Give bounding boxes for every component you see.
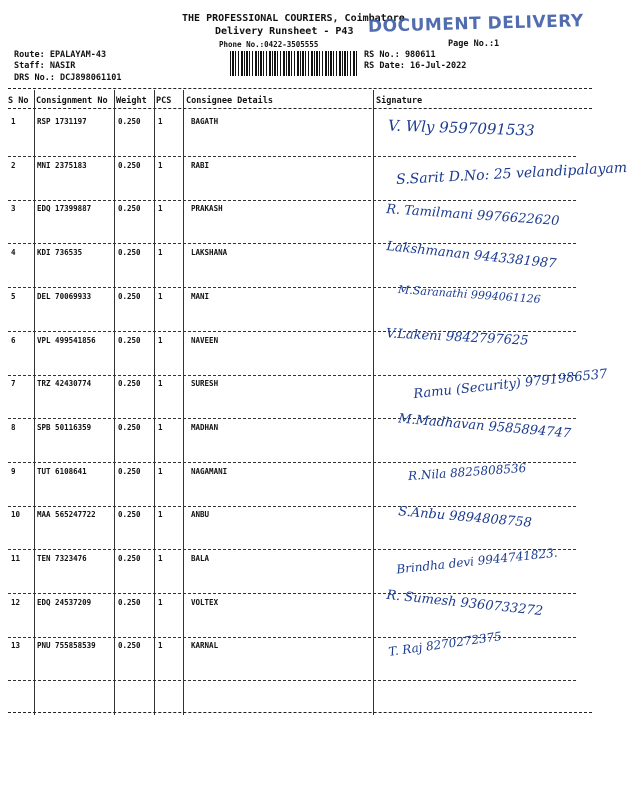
- row-weight: 0.250: [118, 379, 141, 389]
- route: Route: EPALAYAM-43: [14, 50, 107, 60]
- row-signature: Brindha devi 9944741823.: [395, 545, 559, 577]
- row-sno: 1: [11, 117, 16, 126]
- row-separator: [8, 375, 576, 376]
- row-signature: Lakshmanan 9443381987: [385, 239, 558, 272]
- rs-date: RS Date: 16-Jul-2022: [364, 61, 467, 71]
- row-consignee: SURESH: [191, 379, 219, 389]
- row-pcs: 1: [158, 510, 163, 520]
- row-consignee: NAVEEN: [191, 335, 219, 345]
- row-weight: 0.250: [118, 597, 141, 607]
- row-consignee: PRAKASH: [191, 204, 223, 214]
- row-weight: 0.250: [118, 204, 141, 214]
- row-separator: [8, 549, 576, 550]
- row-consignment-no: TUT 6108641: [37, 466, 87, 476]
- row-separator: [8, 156, 576, 157]
- runsheet-title: Delivery Runsheet - P43: [215, 26, 354, 37]
- table-top-rule: [8, 88, 592, 89]
- row-separator: [8, 243, 576, 244]
- row-pcs: 1: [158, 117, 163, 126]
- row-consignee: KARNAL: [191, 641, 219, 651]
- row-sno: 9: [11, 466, 16, 476]
- table-header-rule: [8, 108, 592, 109]
- row-pcs: 1: [158, 291, 163, 301]
- col-header-sno: S No: [8, 96, 29, 106]
- company-name: THE PROFESSIONAL COURIERS, Coimbatore: [182, 13, 405, 24]
- row-consignment-no: EDQ 17399887: [37, 204, 92, 214]
- row-consignment-no: VPL 499541856: [37, 335, 96, 345]
- row-sno: 7: [11, 379, 16, 389]
- row-weight: 0.250: [118, 335, 141, 345]
- row-consignee: LAKSHANA: [191, 248, 228, 258]
- row-sno: 8: [11, 422, 16, 432]
- row-signature: V. Wly 9597091533: [387, 116, 535, 140]
- row-pcs: 1: [158, 466, 163, 476]
- row-consignment-no: MNI 2375183: [37, 160, 87, 170]
- row-sno: 4: [11, 248, 16, 258]
- row-signature: V.Lakeni 9842797625: [385, 325, 529, 349]
- phone-number: Phone No.:0422-3505555: [219, 40, 319, 49]
- row-weight: 0.250: [118, 641, 141, 651]
- row-consignment-no: SPB 50116359: [37, 422, 92, 432]
- row-consignment-no: TRZ 42430774: [37, 379, 92, 389]
- col-header-signature: Signature: [376, 96, 423, 106]
- row-weight: 0.250: [118, 554, 141, 563]
- row-pcs: 1: [158, 379, 163, 389]
- row-sno: 13: [11, 641, 21, 651]
- document-delivery-stamp: DOCUMENT DELIVERY: [367, 11, 584, 37]
- row-consignment-no: DEL 70069933: [37, 291, 92, 301]
- row-signature: R. Sumesh 9360733272: [385, 587, 544, 619]
- row-consignment-no: PNU 755858539: [37, 641, 96, 651]
- row-separator: [8, 593, 576, 594]
- row-sno: 3: [11, 204, 16, 214]
- row-weight: 0.250: [118, 466, 141, 476]
- row-pcs: 1: [158, 422, 163, 432]
- drs-number: DRS No.: DCJ898061101: [14, 73, 122, 83]
- row-signature: T. Raj 8270272375: [387, 629, 503, 660]
- row-weight: 0.250: [118, 248, 141, 258]
- row-weight: 0.250: [118, 117, 141, 126]
- staff: Staff: NASIR: [14, 61, 76, 71]
- col-header-consignee: Consignee Details: [186, 96, 273, 106]
- row-consignee: ANBU: [191, 510, 210, 520]
- row-weight: 0.250: [118, 422, 141, 432]
- table-bottom-rule: [8, 712, 592, 713]
- row-signature: S.Anbu 9894808758: [397, 504, 533, 532]
- row-sno: 10: [11, 510, 21, 520]
- row-signature: M.Saranathi 9994061126: [397, 282, 542, 306]
- row-consignee: MADHAN: [191, 422, 219, 432]
- row-consignment-no: KDI 736535: [37, 248, 83, 258]
- row-consignment-no: TEN 7323476: [37, 554, 87, 563]
- row-consignment-no: EDQ 24537209: [37, 597, 92, 607]
- row-weight: 0.250: [118, 160, 141, 170]
- row-pcs: 1: [158, 160, 163, 170]
- col-header-consignment: Consignment No: [36, 96, 108, 106]
- row-signature: R.Nila 8825808536: [407, 460, 527, 483]
- row-signature: S.Sarit D.No: 25 velandipalayam: [395, 159, 627, 188]
- row-signature: Ramu (Security) 9791986537: [412, 367, 609, 403]
- row-consignee: BAGATH: [191, 117, 219, 126]
- row-weight: 0.250: [118, 510, 141, 520]
- row-separator: [8, 287, 576, 288]
- rs-number: RS No.: 980611: [364, 50, 436, 60]
- row-pcs: 1: [158, 248, 163, 258]
- col-header-pcs: PCS: [156, 96, 172, 106]
- row-signature: M.Madhavan 9585894747: [397, 411, 572, 442]
- row-pcs: 1: [158, 641, 163, 651]
- row-consignee: NAGAMANI: [191, 466, 228, 476]
- row-consignment-no: RSP 1731197: [37, 117, 87, 126]
- row-consignee: BALA: [191, 554, 210, 563]
- row-sno: 11: [11, 554, 21, 563]
- page-number: Page No.:1: [448, 39, 500, 49]
- col-header-weight: Weight: [116, 96, 147, 106]
- row-separator: [8, 506, 576, 507]
- row-pcs: 1: [158, 335, 163, 345]
- row-signature: R. Tamilmani 9976622620: [385, 202, 560, 230]
- row-consignee: RABI: [191, 160, 210, 170]
- row-separator: [8, 200, 576, 201]
- row-weight: 0.250: [118, 291, 141, 301]
- row-separator: [8, 680, 576, 681]
- row-consignee: MANI: [191, 291, 210, 301]
- row-pcs: 1: [158, 597, 163, 607]
- row-consignee: VOLTEX: [191, 597, 219, 607]
- row-pcs: 1: [158, 204, 163, 214]
- row-sno: 12: [11, 597, 21, 607]
- row-sno: 6: [11, 335, 16, 345]
- row-pcs: 1: [158, 554, 163, 563]
- barcode-icon: [230, 51, 358, 76]
- table-row: [0, 641, 600, 684]
- row-consignment-no: MAA 565247722: [37, 510, 96, 520]
- row-sno: 5: [11, 291, 16, 301]
- row-sno: 2: [11, 160, 16, 170]
